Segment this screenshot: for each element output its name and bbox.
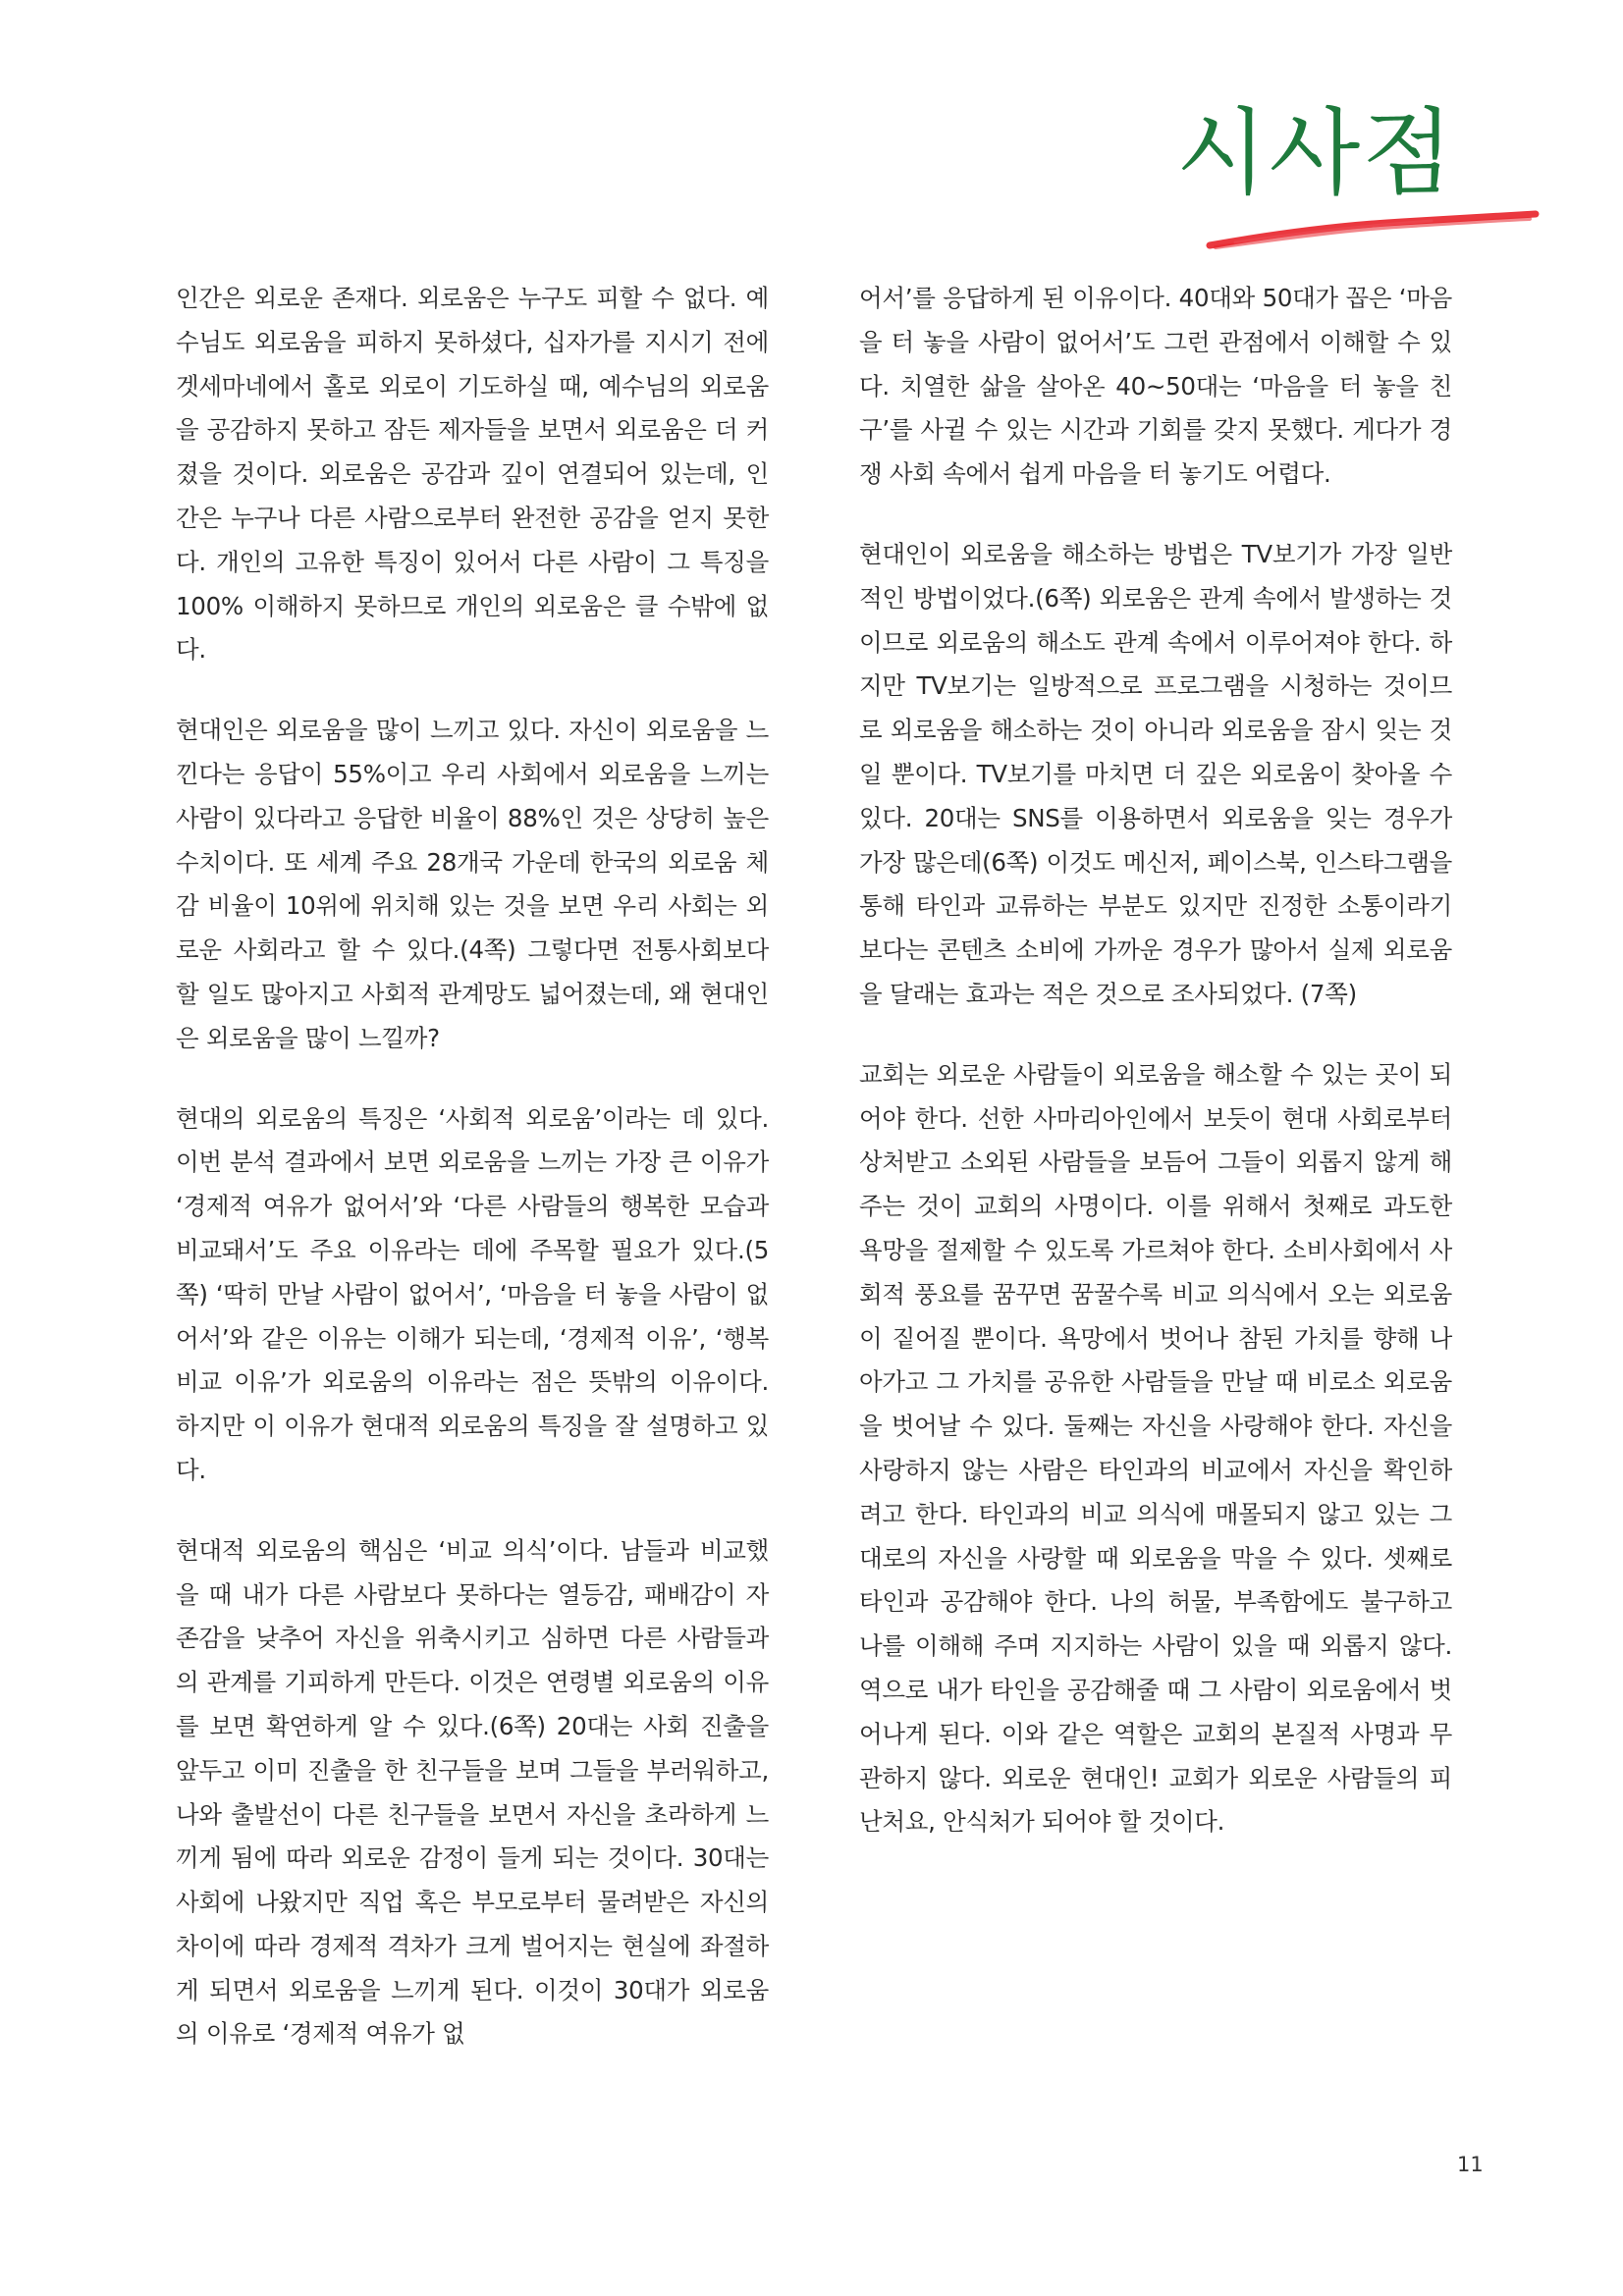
paragraph: 현대적 외로움의 핵심은 ‘비교 의식’이다. 남들과 비교했을 때 내가 다른 사람보다 못하다는 열등감, 패배감이 자존감을 낮추어 자신을 위축시키고 심하면 다른 사람들과의 관계를 기피하게 만든다. 이것은 연령별 외로움의 이유를 보면 확연하게 알 수 있다.(6쪽) 20대는 사회 진출을 앞두고 이미 진출을 한 친구들을 보며 그들을 부러워하고, 나와 출발선이 다른 친구들을 보면서 자신을 초라하게 느끼게 됨에 따라 외로운 감정이 들게 되는 것이다. 30대는 사회에 나왔지만 직업 혹은 부모로부터 물려받은 자신의 차이에 따라 경제적 격차가 크게 벌어지는 현실에 좌절하게 되면서 외로움을 느끼게 된다. 이것이 30대가 외로움의 이유로 ‘경제적 여유가 없 xyxy=(176,1535,769,2049)
paragraph: 현대의 외로움의 특징은 ‘사회적 외로움’이라는 데 있다. 이번 분석 결과에서 보면 외로움을 느끼는 가장 큰 이유가 ‘경제적 여유가 없어서’와 ‘다른 사람들의 행복한 모습과 비교돼서’도 주요 이유라는 데에 주목할 필요가 있다.(5쪽) ‘딱히 만날 사람이 없어서’, ‘마음을 터 놓을 사람이 없어서’와 같은 이유는 이해가 되는데, ‘경제적 이유’, ‘행복 비교 이유’가 외로움의 이유라는 점은 뜻밖의 이유이다. 하지만 이 이유가 현대적 외로움의 특징을 잘 설명하고 있다. xyxy=(176,1103,769,1484)
paragraph: 현대인이 외로움을 해소하는 방법은 TV보기가 가장 일반적인 방법이었다.(6쪽) 외로움은 관계 속에서 발생하는 것이므로 외로움의 해소도 관계 속에서 이루어져야 한다. 하지만 TV보기는 일방적으로 프로그램을 시청하는 것이므로 외로움을 해소하는 것이 아니라 외로움을 잠시 잊는 것일 뿐이다. TV보기를 마치면 더 깊은 외로움이 찾아올 수 있다. 20대는 SNS를 이용하면서 외로움을 잊는 경우가 가장 많은데(6쪽) 이것도 메신저, 페이스북, 인스타그램을 통해 타인과 교류하는 부분도 있지만 진정한 소통이라기보다는 콘텐츠 소비에 가까운 경우가 많아서 실제 외로움을 달래는 효과는 적은 것으로 조사되었다. (7쪽) xyxy=(859,539,1452,1008)
page-number: 11 xyxy=(1457,2153,1484,2176)
right-column xyxy=(859,277,1452,1881)
section-title: 시사점 xyxy=(1175,98,1455,208)
paragraph: 현대인은 외로움을 많이 느끼고 있다. 자신이 외로움을 느낀다는 응답이 55%이고 우리 사회에서 외로움을 느끼는 사람이 있다라고 응답한 비율이 88%인 것은 상당히 높은 수치이다. 또 세계 주요 28개국 가운데 한국의 외로움 체감 비율이 10위에 위치해 있는 것을 보면 우리 사회는 외로운 사회라고 할 수 있다.(4쪽) 그렇다면 전통사회보다 할 일도 많아지고 사회적 관계망도 넓어졌는데, 왜 현대인은 외로움을 많이 느낄까? xyxy=(176,716,769,1052)
paragraph: 인간은 외로운 존재다. 외로움은 누구도 피할 수 없다. 예수님도 외로움을 피하지 못하셨다, 십자가를 지시기 전에 겟세마네에서 홀로 외로이 기도하실 때, 예수님의 외로움을 공감하지 못하고 잠든 제자들을 보면서 외로움은 더 커졌을 것이다. 외로움은 공감과 깊이 연결되어 있는데, 인간은 누구나 다른 사람으로부터 완전한 공감을 얻지 못한다. 개인의 고유한 특징이 있어서 다른 사람이 그 특징을 100% 이해하지 못하므로 개인의 외로움은 클 수밖에 없다. xyxy=(176,284,769,665)
left-column xyxy=(176,277,769,2093)
red-brush-stroke xyxy=(1206,196,1540,255)
paragraph: 교회는 외로운 사람들이 외로움을 해소할 수 있는 곳이 되어야 한다. 선한 사마리아인에서 보듯이 현대 사회로부터 상처받고 소외된 사람들을 보듬어 그들이 외롭지 않게 해 주는 것이 교회의 사명이다. 이를 위해서 첫째로 과도한 욕망을 절제할 수 있도록 가르쳐야 한다. 소비사회에서 사회적 풍요를 꿈꾸면 꿈꿀수록 비교 의식에서 오는 외로움이 짙어질 뿐이다. 욕망에서 벗어나 참된 가치를 향해 나아가고 그 가치를 공유한 사람들을 만날 때 비로소 외로움을 벗어날 수 있다. 둘째는 자신을 사랑해야 한다. 자신을 사랑하지 않는 사람은 타인과의 비교에서 자신을 확인하려고 한다. 타인과의 비교 의식에 매몰되지 않고 있는 그대로의 자신을 사랑할 때 외로움을 막을 수 있다. 셋째로 타인과 공감해야 한다. 나의 허물, 부족함에도 불구하고 나를 이해해 주며 지지하는 사람이 있을 때 외롭지 않다. 역으로 내가 타인을 공감해줄 때 그 사람이 외로움에서 벗어나게 된다. 이와 같은 역할은 교회의 본질적 사명과 무관하지 않다. 외로운 현대인! 교회가 외로운 사람들의 피난처요, 안식처가 되어야 할 것이다. xyxy=(859,1059,1452,1837)
paragraph: 어서’를 응답하게 된 이유이다. 40대와 50대가 꼽은 ‘마음을 터 놓을 사람이 없어서’도 그런 관점에서 이해할 수 있다. 치열한 삶을 살아온 40~50대는 ‘마음을 터 놓을 친구’를 사귈 수 있는 시간과 기회를 갖지 못했다. 게다가 경쟁 사회 속에서 쉽게 마음을 터 놓기도 어렵다. xyxy=(859,284,1452,489)
